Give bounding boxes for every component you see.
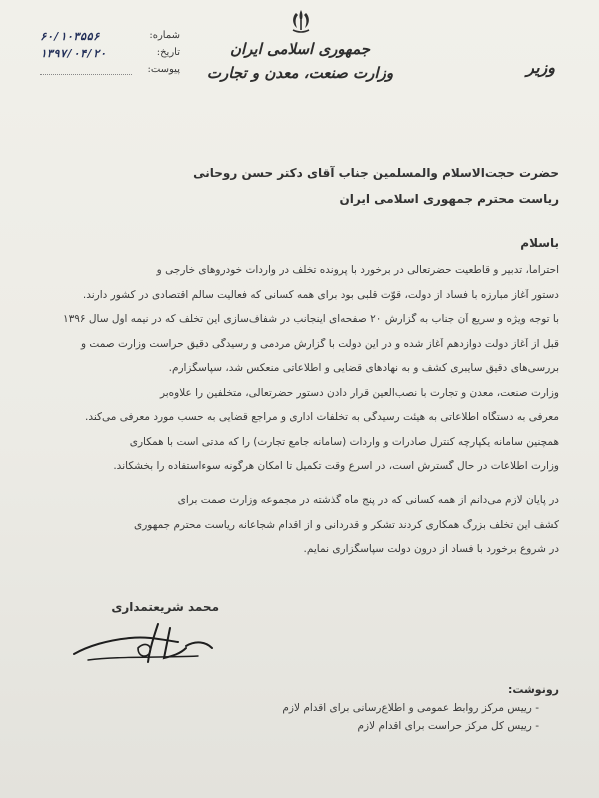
body-line: احتراماً، تدبیر و قاطعیت حضرتعالی در برخورد با پرونده تخلف در واردات خودروهای خارجی و	[156, 264, 559, 276]
body-line: دستور آغاز مبارزه با فساد از دولت، قوّت قلبی بود برای همه کسانی که فعالیت سالم اقتصادی در کشور دارند.	[82, 289, 559, 301]
cc-item: - رییس مرکز روابط عمومی و اطلاع‌رسانی برای اقدام لازم	[282, 702, 539, 714]
letter-attachment-label: پیوست:	[147, 64, 180, 75]
letter-number	[40, 30, 180, 46]
body-line: قبل از آغاز دولت دوازدهم آغاز شده و در این دولت با گزارش مردمی و رسیدگی دقیق حراست وزارت صمت و	[80, 338, 559, 350]
iran-emblem-icon	[288, 8, 314, 36]
body-line: وزارت اطلاعات در حال گسترش است، در اسرع وقت تکمیل تا امکان هرگونه سوءاستفاده را بخشکاند.	[113, 460, 559, 472]
attachment-dots	[40, 74, 132, 75]
addressee-line-1: حضرت حجت‌الاسلام والمسلمین جناب آقای دکتر حسن روحانی	[193, 166, 559, 180]
header-ministry: وزارت صنعت، معدن و تجارت	[206, 64, 394, 82]
body-line: با توجه ویژه و سریع آن جناب به گزارش ۲۰ صفحه‌ای اینجانب در شفاف‌سازی این تخلف که در نیمه اول سال ۱۳۹۶	[62, 313, 559, 325]
greeting: باسلام	[520, 236, 559, 250]
handwritten-signature	[68, 618, 218, 666]
letter-attachment	[40, 64, 180, 80]
body-line: معرفی به دستگاه اطلاعاتی به هیئت رسیدگی به تخلفات اداری و مراجع قضایی به حسب مورد معرفی می‌کند.	[85, 411, 559, 423]
body-line: بررسی‌های دقیق سایبری کشف و به نهادهای قضایی و اطلاعاتی منعکس شد، سپاسگزارم.	[168, 362, 559, 374]
body-line: در پایان لازم می‌دانم از همه کسانی که در پنج ماه گذشته در مجموعه وزارت صمت برای	[177, 494, 559, 506]
letter-date	[40, 47, 180, 63]
addressee-line-2: ریاست محترم جمهوری اسلامی ایران	[339, 192, 559, 206]
letter-number-label: شماره:	[149, 30, 180, 41]
body-line: در شروع برخورد با فساد از درون دولت سپاسگزاری نمایم.	[303, 543, 559, 555]
letter-date-label: تاریخ:	[156, 47, 180, 58]
body-line: کشف این تخلف بزرگ همکاری کردند تشکر و قدردانی و از اقدام شجاعانه ریاست محترم جمهوری	[134, 519, 559, 531]
signatory-name: محمد شریعتمداری	[111, 600, 219, 614]
letter-date-value: ۱۳۹۷/۰۴/۲۰	[40, 47, 107, 60]
header-republic: جمهوری اسلامی ایران	[229, 40, 371, 58]
header-minister: وزیر	[526, 58, 555, 77]
body-line: همچنین سامانه یکپارچه کنترل صادرات و واردات (سامانه جامع تجارت) را که مدتی است با همکاری	[129, 436, 559, 448]
body-line: وزارت صنعت، معدن و تجارت با نصب‌العین قرار دادن دستور حضرتعالی، متخلفین را علاوه‌بر	[159, 387, 559, 399]
cc-item: - رییس کل مرکز حراست برای اقدام لازم	[357, 720, 539, 732]
cc-label: رونوشت:	[507, 683, 559, 696]
letter-number-value: ۶۰/۱۰۳۵۵۶	[40, 30, 100, 43]
